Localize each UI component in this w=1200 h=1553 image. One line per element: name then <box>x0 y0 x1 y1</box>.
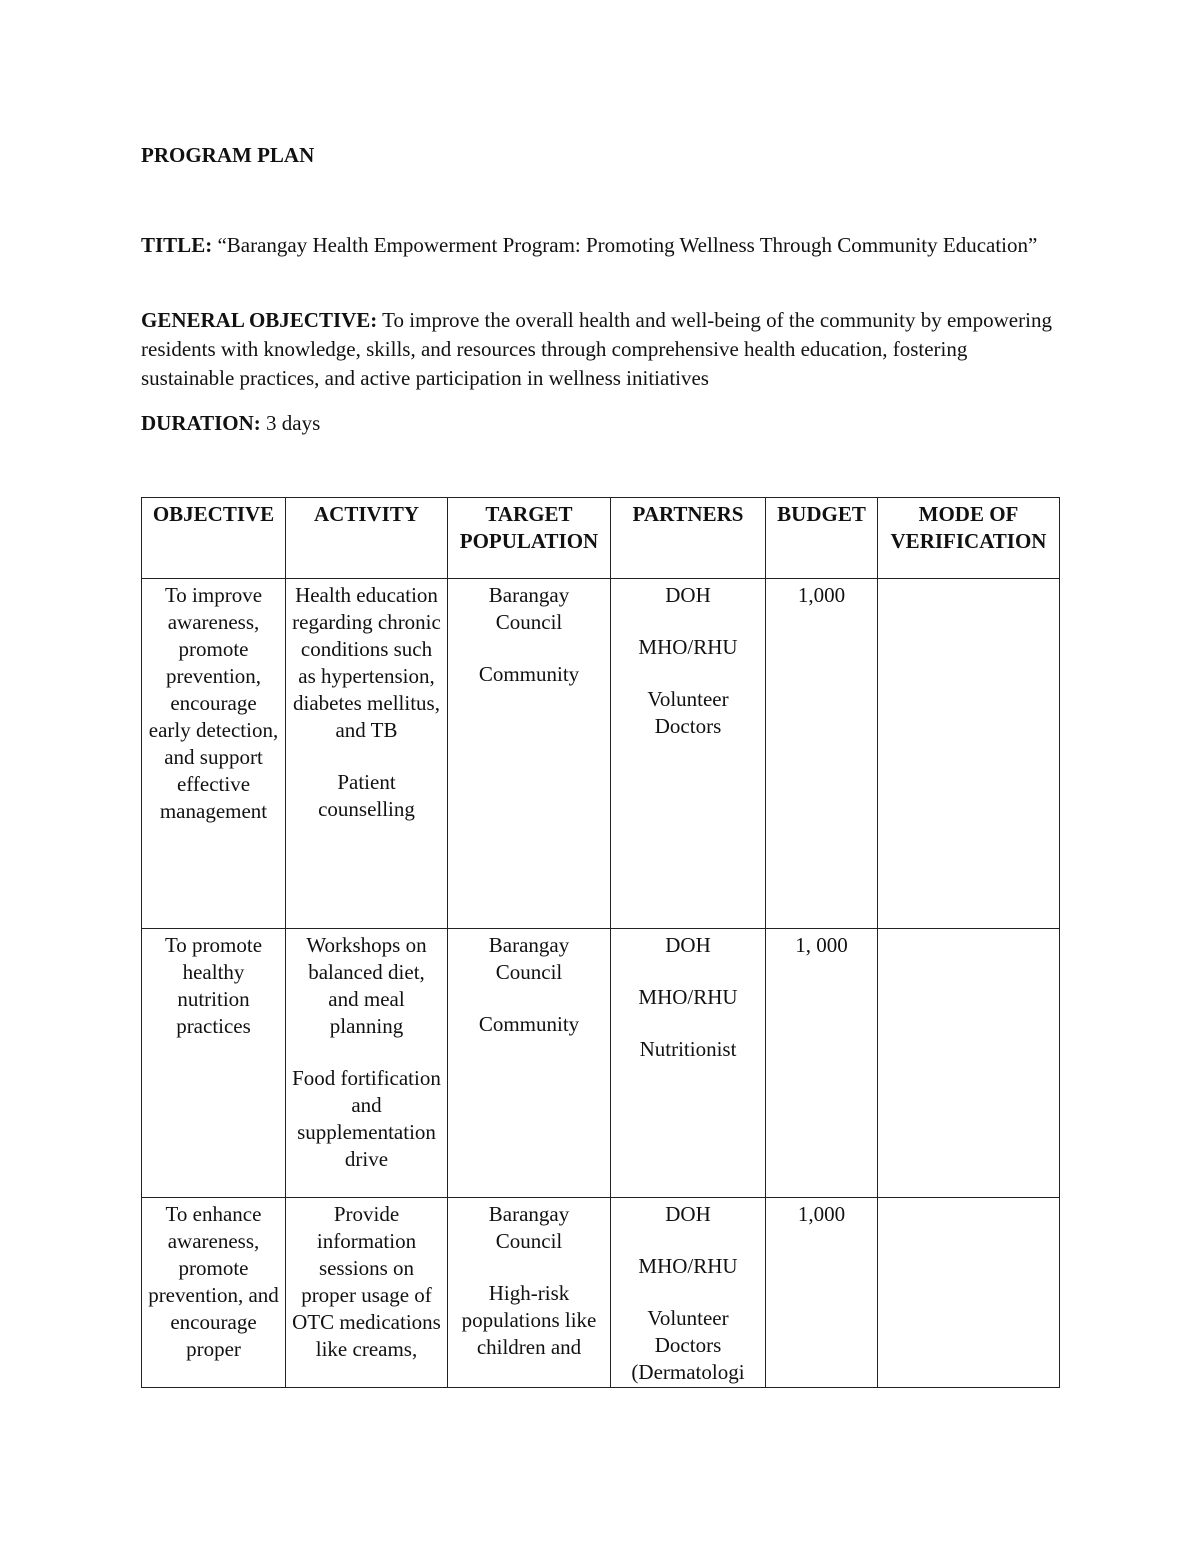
partner-text: MHO/RHU <box>638 1254 738 1278</box>
header-mode-of-verification: MODE OF VERIFICATION <box>878 498 1060 579</box>
activity-text: Food fortification and supplementation drive <box>292 1066 441 1171</box>
partner-text: DOH <box>665 1202 711 1226</box>
cell-partners <box>611 929 766 1198</box>
partner-text: DOH <box>665 583 711 607</box>
activity-text: Provide information sessions on proper usage of OTC medications like creams, <box>292 1202 441 1361</box>
duration-paragraph <box>141 409 1061 438</box>
cell-target-population <box>448 929 611 1198</box>
header-budget: BUDGET <box>766 498 878 579</box>
target-text: Community <box>478 662 580 686</box>
activity-text: Health education regarding chronic conditions such as hypertension, diabetes mellitus, and TB <box>292 583 441 742</box>
cell-partners <box>611 579 766 929</box>
cell-activity <box>286 929 448 1198</box>
objective-text: To promote healthy nutrition practices <box>164 933 263 1038</box>
partner-text: MHO/RHU <box>638 635 738 659</box>
page-title: PROGRAM PLAN <box>141 143 315 167</box>
partner-text: Volunteer Doctors <box>647 687 729 738</box>
cell-activity <box>286 579 448 929</box>
cell-target-population <box>448 579 611 929</box>
partner-text: DOH <box>665 933 711 957</box>
budget-text: 1,000 <box>797 583 846 607</box>
title-paragraph <box>141 231 1061 260</box>
cell-activity <box>286 1198 448 1388</box>
header-activity: ACTIVITY <box>286 498 448 579</box>
table-header-row <box>142 498 1060 579</box>
general-objective-text: To improve the overall health and well-being of the community by empowering residents with knowledge, skills, and resources through comprehensive health education, fostering sustainable practices, and active participation in wellness initiatives <box>141 308 1052 390</box>
cell-target-population <box>448 1198 611 1388</box>
target-text: Barangay Council <box>488 583 570 634</box>
objective-text: To improve awareness, promote prevention, encourage early detection, and support effective management <box>148 583 279 823</box>
general-objective-label: GENERAL OBJECTIVE: <box>141 308 378 332</box>
title-label: TITLE: <box>141 233 213 257</box>
header-partners: PARTNERS <box>611 498 766 579</box>
program-plan-table <box>141 497 1060 1388</box>
target-text: High-risk populations like children and <box>461 1281 597 1359</box>
duration-label: DURATION: <box>141 411 261 435</box>
target-text: Barangay Council <box>488 933 570 984</box>
duration-text: 3 days <box>260 411 321 435</box>
partner-text: Volunteer Doctors (Dermatologi <box>631 1306 745 1384</box>
table-row <box>142 929 1060 1198</box>
cell-objective <box>142 929 286 1198</box>
general-objective-paragraph <box>141 306 1061 393</box>
cell-budget <box>766 579 878 929</box>
header-objective: OBJECTIVE <box>142 498 286 579</box>
partner-text: MHO/RHU <box>638 985 738 1009</box>
cell-objective <box>142 1198 286 1388</box>
target-text: Community <box>478 1012 580 1036</box>
cell-budget <box>766 1198 878 1388</box>
cell-mode-of-verification <box>878 929 1060 1198</box>
cell-mode-of-verification <box>878 1198 1060 1388</box>
table-row <box>142 1198 1060 1388</box>
partner-text: Nutritionist <box>639 1037 737 1061</box>
activity-text: Patient counselling <box>318 770 415 821</box>
cell-partners <box>611 1198 766 1388</box>
title-text: “Barangay Health Empowerment Program: Promoting Wellness Through Community Education” <box>212 233 1038 257</box>
cell-budget <box>766 929 878 1198</box>
table-row <box>142 579 1060 929</box>
budget-text: 1, 000 <box>795 933 848 957</box>
objective-text: To enhance awareness, promote prevention, and encourage proper <box>148 1202 279 1361</box>
cell-mode-of-verification <box>878 579 1060 929</box>
header-target-population: TARGET POPULATION <box>448 498 611 579</box>
activity-text: Workshops on balanced diet, and meal planning <box>306 933 427 1038</box>
budget-text: 1,000 <box>797 1202 846 1226</box>
target-text: Barangay Council <box>488 1202 570 1253</box>
cell-objective <box>142 579 286 929</box>
